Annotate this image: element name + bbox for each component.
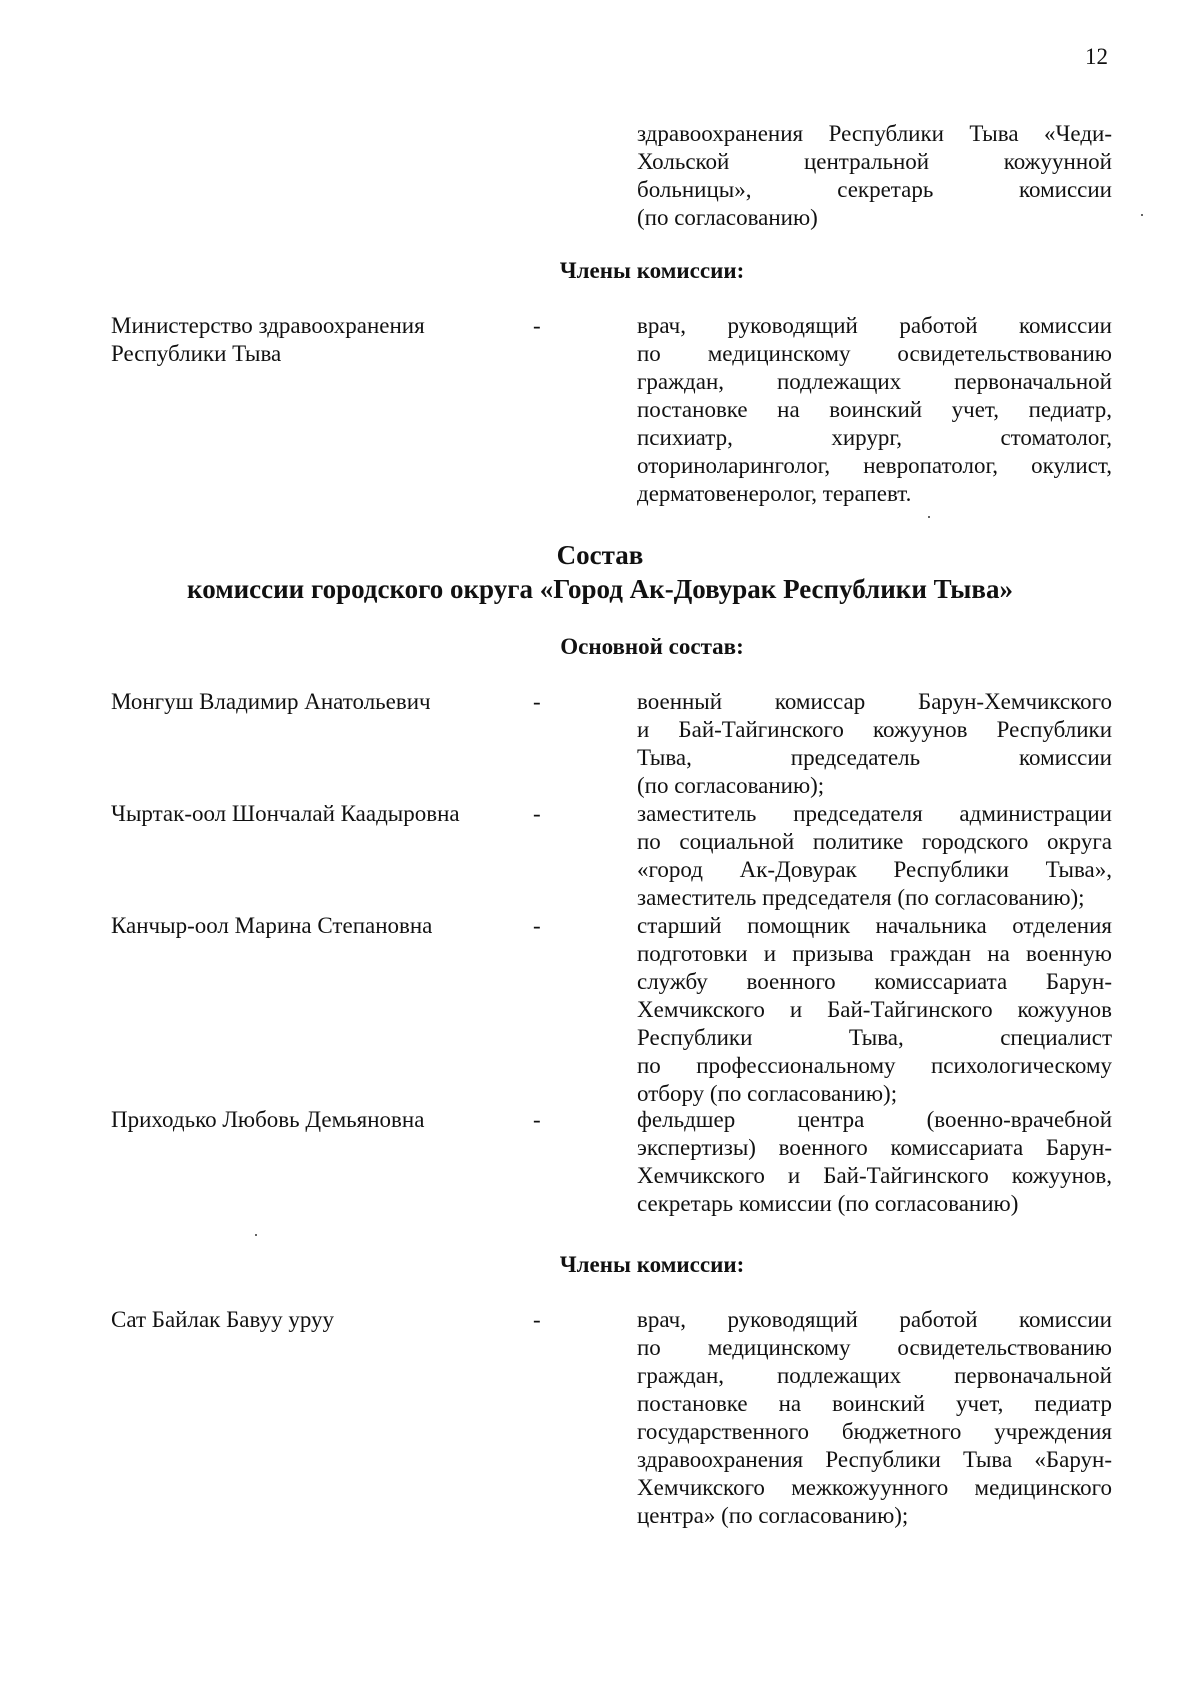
member-name: Канчыр-оол Марина Степановна (111, 913, 433, 938)
text-line: Республики Тыва, специалист (637, 1025, 1112, 1050)
member-role (637, 312, 1112, 508)
text-line: отбору (по согласованию); (637, 1081, 898, 1106)
text-line: здравоохранения Республики Тыва «Чеди- (637, 121, 1112, 146)
text-line: Хольской центральной кожуунной (637, 149, 1112, 174)
text-line: фельдшер центра (военно-врачебной (637, 1107, 1112, 1132)
text-line: экспертизы) военного комиссариата Барун- (637, 1135, 1112, 1160)
text-line: дерматовенеролог, терапевт. (637, 481, 912, 506)
text-line: оториноларинголог, невропатолог, окулист, (637, 453, 1112, 478)
text-line: больницы», секретарь комиссии (637, 177, 1112, 202)
dash: - (533, 1307, 541, 1332)
text-line: Хемчикского межкожуунного медицинского (637, 1475, 1112, 1500)
member-name: Сат Байлак Бавуу уруу (111, 1307, 335, 1332)
text-line: Хемчикского и Бай-Тайгинского кожуунов (637, 997, 1112, 1022)
scan-speck (1141, 214, 1143, 216)
member-name: Приходько Любовь Демьяновна (111, 1107, 425, 1132)
text-line: заместитель председателя администрации (637, 801, 1112, 826)
title-line: комиссии городского округа «Город Ак-Довурак Республики Тыва» (187, 574, 1013, 604)
name-line: Республики Тыва (111, 341, 282, 366)
text-line: Тыва, председатель комиссии (637, 745, 1112, 770)
text-line: по медицинскому освидетельствованию (637, 1335, 1112, 1360)
scan-speck (255, 1234, 257, 1236)
dash: - (533, 1107, 541, 1132)
text-line: здравоохранения Республики Тыва «Барун- (637, 1447, 1112, 1472)
section-title (0, 538, 1200, 606)
text-line: постановке на воинский учет, педиатр (637, 1391, 1112, 1416)
text-line: военный комиссар Барун-Хемчикского (637, 689, 1112, 714)
page-number: 12 (1085, 44, 1108, 69)
dash: - (533, 689, 541, 714)
dash: - (533, 313, 541, 338)
title-line: Состав (556, 540, 644, 570)
member-name: Чыртак-оол Шончалай Каадыровна (111, 801, 460, 826)
text-line: секретарь комиссии (по согласованию) (637, 1191, 1019, 1216)
text-line: постановке на воинский учет, педиатр, (637, 397, 1112, 422)
text-line: (по согласованию); (637, 773, 825, 798)
text-line: по медицинскому освидетельствованию (637, 341, 1112, 366)
text-line: граждан, подлежащих первоначальной (637, 369, 1112, 394)
dash: - (533, 913, 541, 938)
text-line: психиатр, хирург, стоматолог, (637, 425, 1112, 450)
member-name: Монгуш Владимир Анатольевич (111, 689, 431, 714)
text-line: врач, руководящий работой комиссии (637, 1307, 1112, 1332)
continuation-text (637, 120, 1112, 232)
text-line: Хемчикского и Бай-Тайгинского кожуунов, (637, 1163, 1112, 1188)
text-line: по профессиональному психологическому (637, 1053, 1112, 1078)
member-role (637, 1106, 1112, 1218)
text-line: по социальной политике городского округа (637, 829, 1112, 854)
text-line: «город Ак-Довурак Республики Тыва», (637, 857, 1112, 882)
dash: - (533, 801, 541, 826)
main-composition-heading: Основной состав: (560, 634, 744, 659)
member-role (637, 912, 1112, 1108)
scan-speck (928, 516, 930, 518)
text-line: центра» (по согласованию); (637, 1503, 909, 1528)
text-line: государственного бюджетного учреждения (637, 1419, 1112, 1444)
text-line: подготовки и призыва граждан на военную (637, 941, 1112, 966)
member-role (637, 688, 1112, 800)
text-line: (по согласованию) (637, 205, 818, 230)
members-heading: Члены комиссии: (559, 258, 745, 283)
member-role (637, 1306, 1112, 1530)
member-role (637, 800, 1112, 912)
members-heading: Члены комиссии: (559, 1252, 745, 1277)
text-line: врач, руководящий работой комиссии (637, 313, 1112, 338)
text-line: старший помощник начальника отделения (637, 913, 1112, 938)
text-line: службу военного комиссариата Барун- (637, 969, 1112, 994)
text-line: и Бай-Тайгинского кожуунов Республики (637, 717, 1112, 742)
text-line: заместитель председателя (по согласованию); (637, 885, 1085, 910)
text-line: граждан, подлежащих первоначальной (637, 1363, 1112, 1388)
member-name (111, 312, 531, 368)
name-line: Министерство здравоохранения (111, 313, 425, 338)
